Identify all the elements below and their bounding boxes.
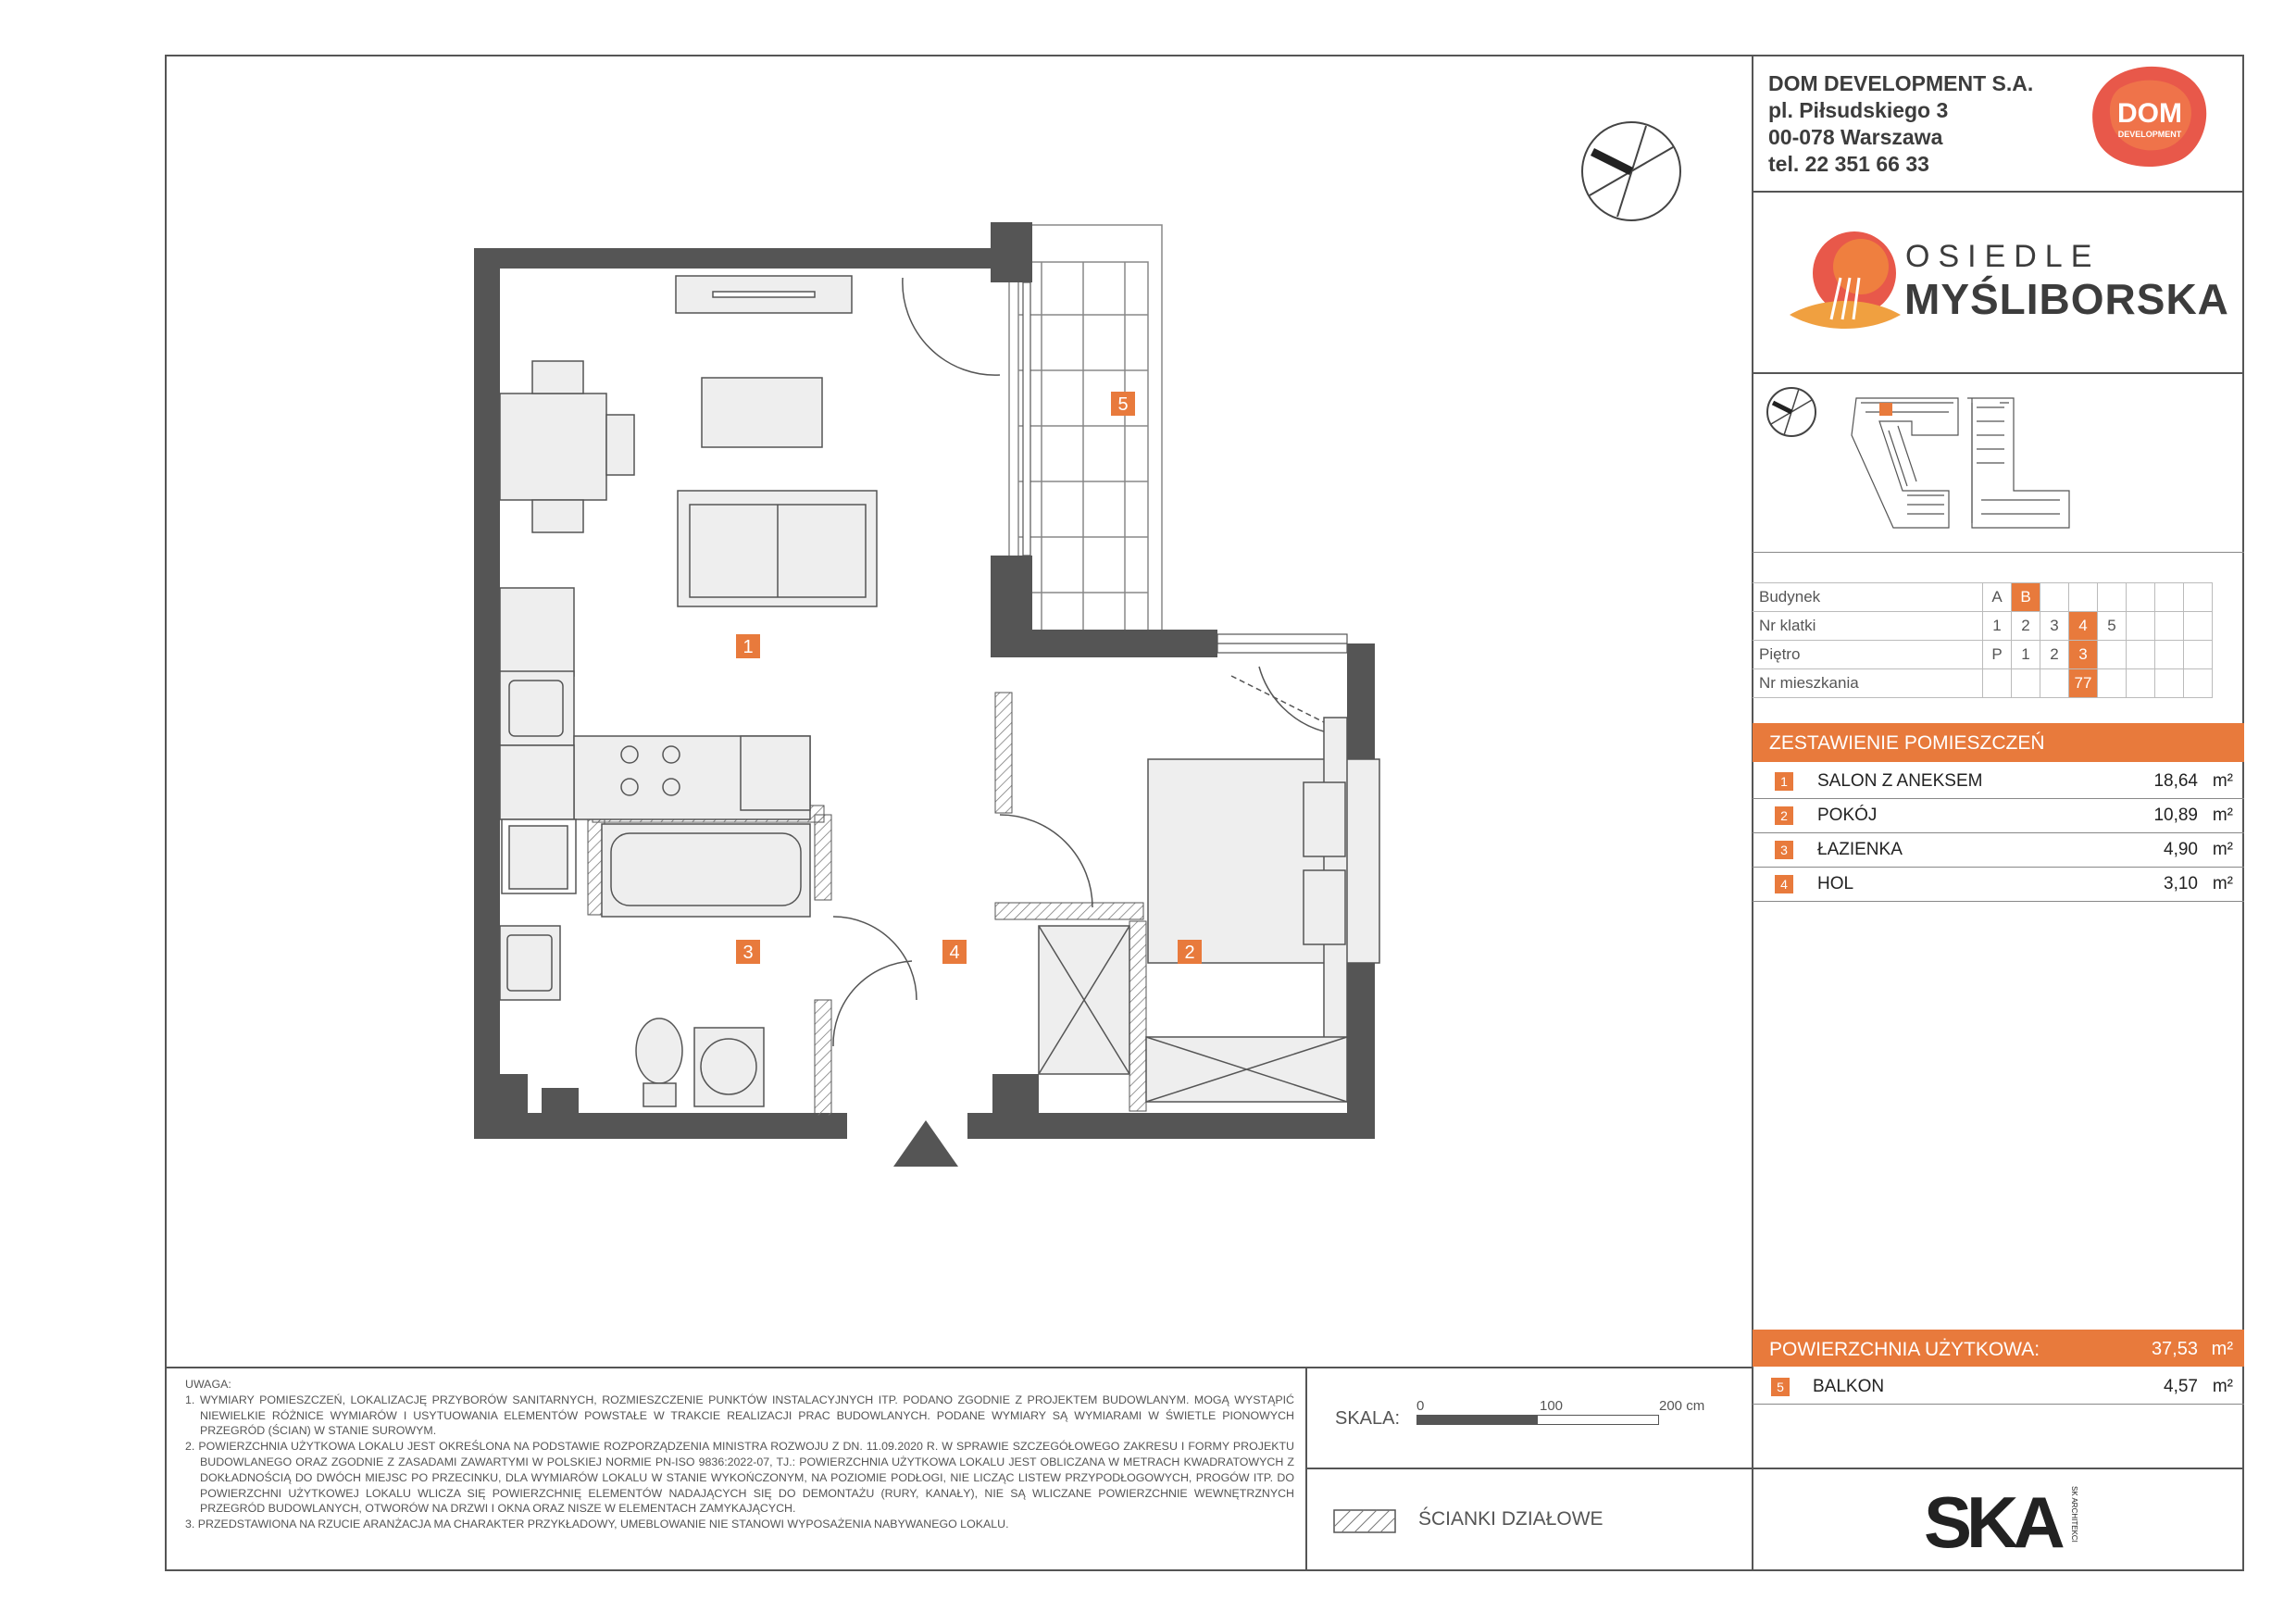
room-name: SALON Z ANEKSEM bbox=[1817, 771, 1983, 791]
room-row bbox=[1753, 833, 2244, 868]
floor-option-3: 3 bbox=[2069, 641, 2098, 669]
company-contact bbox=[1768, 70, 2033, 178]
usable-area-label: POWIERZCHNIA UŻYTKOWA: bbox=[1769, 1339, 2040, 1360]
staircase-option-1: 1 bbox=[1983, 612, 2012, 641]
usable-area-bar bbox=[1753, 1330, 2244, 1367]
company-phone: tel. 22 351 66 33 bbox=[1768, 152, 1929, 176]
room-area: 4,90 bbox=[2164, 840, 2198, 859]
key-plan bbox=[1764, 380, 2240, 546]
company-city: 00-078 Warszawa bbox=[1768, 125, 1943, 149]
plan-label-bathroom: 3 bbox=[742, 943, 754, 963]
estate-name-line1: OSIEDLE bbox=[1905, 239, 2101, 274]
staircase-option-3: 3 bbox=[2040, 612, 2069, 641]
building-option-a: A bbox=[1983, 583, 2012, 612]
dom-development-logo bbox=[2088, 65, 2213, 171]
room-number: 2 bbox=[1775, 806, 1793, 825]
scale-bar bbox=[1416, 1415, 1659, 1425]
ska-architect-logo bbox=[1924, 1484, 2081, 1558]
entrance-arrow-icon bbox=[893, 1120, 958, 1167]
keyplan-apartment-marker bbox=[1879, 403, 1892, 416]
room-unit: m² bbox=[2212, 840, 2233, 859]
furniture bbox=[500, 276, 1379, 1106]
balcony-row bbox=[1753, 1370, 2244, 1405]
partition-wall-legend-icon bbox=[1333, 1509, 1396, 1533]
building-option-b: B bbox=[2012, 583, 2040, 612]
apartment-info-table bbox=[1753, 582, 2213, 698]
plan-label-salon: 1 bbox=[742, 637, 754, 657]
note-item: 2. POWIERZCHNIA UŻYTKOWA LOKALU JEST OKREŚLONA NA PODSTAWIE ROZPORZĄDZENIA MINISTRA ROZWOJU Z DN. 11.09.2020 R. W SPRAWIE SZCZEGÓŁOWEGO ZAKRESU I FORMY PROJEKTU BUDOWLANEGO ORAZ ZGODNIE Z ZASADAMI ZAWARTYMI W POLSKIEJ NORMIE PN-ISO 9836:2022-07, TJ.: POWIERZCHNIA UŻYTKOWA LOKALU JEST OBLICZANA W METRACH KWADRATOWYCH Z DOKŁADNOŚCIĄ DO DWÓCH MIEJSC PO PRZECINKU, DLA WYMIARÓW LOKALU W STANIE WYKOŃCZONYM, NA POZIOMIE PODŁOGI, NIE LICZĄC LISTEW PRZYPODŁOGOWYCH, PROGÓW ITP. DO POWIERZCHNI UŻYTKOWEJ LOKALU WLICZA SIĘ POWIERZCHNIĘ ELEMENTÓW NADAJĄCYCH SIĘ DO DEMONTAŻU (RURY, KANAŁY), NIE SĄ WLICZANE POWIERZCHNIE WEWNĘTRZNYCH PRZEGRÓD BUDOWLANYCH, OTWORÓW NA DRZWI I OKNA ORAZ NISZE W ELEMENTACH ZAMYKAJĄCYCH. bbox=[185, 1440, 1294, 1516]
north-arrow-icon bbox=[1578, 119, 1685, 225]
company-street: pl. Piłsudskiego 3 bbox=[1768, 98, 1949, 122]
plan-label-balcony: 5 bbox=[1117, 394, 1129, 415]
floor-option-1: 1 bbox=[2012, 641, 2040, 669]
room-unit: m² bbox=[2212, 874, 2233, 893]
scale-tick-100: 100 bbox=[1540, 1398, 1564, 1414]
room-name: POKÓJ bbox=[1817, 806, 1878, 825]
partition-wall-legend-label: ŚCIANKI DZIAŁOWE bbox=[1418, 1508, 1603, 1530]
building-row bbox=[1753, 583, 2213, 612]
room-number: 3 bbox=[1775, 841, 1793, 859]
dom-logo-text: DOM bbox=[2117, 98, 2182, 129]
scale-tick-0: 0 bbox=[1416, 1398, 1425, 1414]
usable-area-value: 37,53 bbox=[2151, 1339, 2198, 1359]
room-area: 3,10 bbox=[2164, 874, 2198, 893]
room-name: HOL bbox=[1817, 874, 1854, 893]
note-item: 3. PRZEDSTAWIONA NA RZUCIE ARANŻACJA MA CHARAKTER PRZYKŁADOWY, UMEBLOWANIE NIE STANOWI WYPOSAŻENIA NABYWANEGO LOKALU. bbox=[185, 1518, 1009, 1531]
room-row bbox=[1753, 799, 2244, 833]
staircase-option-5: 5 bbox=[2098, 612, 2127, 641]
room-area: 10,89 bbox=[2153, 806, 2198, 825]
room-unit: m² bbox=[2212, 771, 2233, 791]
keyplan-buildings bbox=[1852, 398, 2069, 528]
usable-area-unit: m² bbox=[2211, 1339, 2233, 1359]
notes bbox=[185, 1377, 1294, 1532]
balcony-unit: m² bbox=[2212, 1377, 2233, 1396]
room-row bbox=[1753, 868, 2244, 902]
staircase-option-2: 2 bbox=[2012, 612, 2040, 641]
building-label: Budynek bbox=[1753, 583, 1983, 612]
room-number: 4 bbox=[1775, 875, 1793, 893]
apartment-row bbox=[1753, 669, 2213, 698]
plan-label-hall: 4 bbox=[949, 943, 960, 963]
staircase-row bbox=[1753, 612, 2213, 641]
note-item: 1. WYMIARY POMIESZCZEŃ, LOKALIZACJĘ PRZYBORÓW SANITARNYCH, ROZMIESZCZENIE PUNKTÓW INSTALACYJNYCH ITP. PODANO ZGODNIE Z PROJEKTEM BUDOWLANYM. MOGĄ WYSTĄPIĆ NIEWIELKIE RÓŻNICE WYMIARÓW I USYTUOWANIA ELEMENTÓW POWSTAŁE W TRAKCIE REALIZACJI PRAC BUDOWLANYCH. PODANE WYMIARY SĄ WYMIARAMI W ŚWIETLE PIONOWYCH PRZEGRÓD (ŚCIAN) W STANIE SUROWYM. bbox=[185, 1393, 1294, 1438]
room-area: 18,64 bbox=[2153, 771, 2198, 791]
rooms-header bbox=[1753, 723, 2244, 762]
windows bbox=[1023, 282, 1347, 653]
balcony-name: BALKON bbox=[1813, 1377, 1885, 1396]
architect-divider bbox=[1753, 1468, 2244, 1469]
scale-legend-divider bbox=[1305, 1468, 1753, 1469]
ska-vertical-text: SK ARCHITEKCI bbox=[2070, 1486, 2078, 1543]
room-row bbox=[1753, 765, 2244, 799]
balcony-area: 4,57 bbox=[2164, 1377, 2198, 1396]
floor-option-2: 2 bbox=[2040, 641, 2069, 669]
staircase-option-4: 4 bbox=[2069, 612, 2098, 641]
scale-label: SKALA: bbox=[1335, 1408, 1401, 1429]
keyplan-north-icon bbox=[1767, 388, 1816, 436]
room-unit: m² bbox=[2212, 806, 2233, 825]
notes-divider bbox=[165, 1367, 1753, 1368]
dom-logo-subtext: DEVELOPMENT bbox=[2117, 130, 2182, 139]
company-divider bbox=[1753, 191, 2244, 193]
company-name: DOM DEVELOPMENT S.A. bbox=[1768, 71, 2034, 95]
notes-heading: UWAGA: bbox=[185, 1378, 231, 1391]
floor-plan bbox=[463, 213, 1463, 1185]
keyplan-divider bbox=[1753, 552, 2244, 553]
scale-tick-200: 200 cm bbox=[1659, 1398, 1705, 1414]
rooms-header-text: ZESTAWIENIE POMIESZCZEŃ bbox=[1769, 732, 2045, 754]
staircase-label: Nr klatki bbox=[1753, 612, 1983, 641]
apartment-number: 77 bbox=[2069, 669, 2098, 698]
floor-label: Piętro bbox=[1753, 641, 1983, 669]
balcony-number: 5 bbox=[1771, 1378, 1790, 1396]
floor-option-p: P bbox=[1983, 641, 2012, 669]
estate-name-line2: MYŚLIBORSKA bbox=[1904, 275, 2229, 323]
room-number: 1 bbox=[1775, 772, 1793, 791]
plan-label-room: 2 bbox=[1184, 943, 1195, 963]
osiedle-mysliborska-logo-icon bbox=[1785, 222, 1905, 343]
ska-logo-text: SKA bbox=[1924, 1484, 2060, 1558]
floor-row bbox=[1753, 641, 2213, 669]
estate-divider bbox=[1753, 372, 2244, 374]
apartment-label: Nr mieszkania bbox=[1753, 669, 1983, 698]
room-name: ŁAZIENKA bbox=[1817, 840, 1903, 859]
